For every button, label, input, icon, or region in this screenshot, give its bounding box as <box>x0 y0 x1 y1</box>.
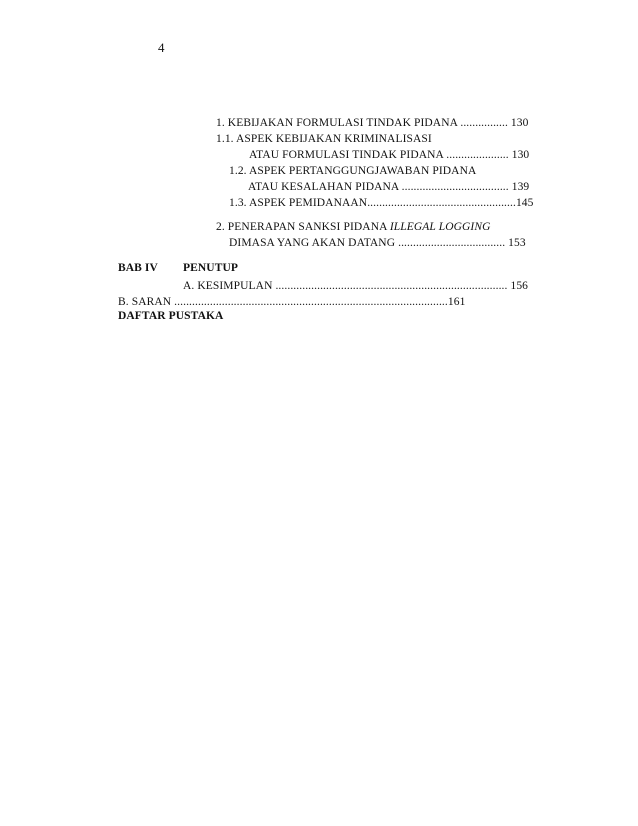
toc-entry-penerapan-cont: DIMASA YANG AKAN DATANG .................................... 153 <box>229 237 526 249</box>
toc-entry-penerapan-sanksi <box>216 219 491 235</box>
page-number: 4 <box>158 40 165 55</box>
toc-entry-aspek-pertanggungjawaban: 1.2. ASPEK PERTANGGUNGJAWABAN PIDANA <box>229 165 477 177</box>
chapter-label: BAB IV <box>118 262 158 274</box>
toc-entry-aspek-kriminalisasi-cont: ATAU FORMULASI TINDAK PIDANA ..................... 130 <box>249 149 530 161</box>
toc-entry-daftar-pustaka: DAFTAR PUSTAKA <box>118 310 224 322</box>
chapter-title: PENUTUP <box>183 262 239 274</box>
toc-entry-kebijakan-formulasi: 1. KEBIJAKAN FORMULASI TINDAK PIDANA ................ 130 <box>216 117 529 129</box>
toc-entry-kesimpulan: A. KESIMPULAN .............................................................................. 156 <box>183 280 529 292</box>
toc-entry-saran: B. SARAN ............................................................................................161 <box>118 296 466 308</box>
toc-entry-aspek-pertanggungjawaban-cont: ATAU KESALAHAN PIDANA .................................... 139 <box>248 181 530 193</box>
toc-entry-penerapan-prefix: 2. PENERAPAN SANKSI PIDANA <box>216 221 390 233</box>
toc-entry-penerapan-italic: ILLEGAL LOGGING <box>389 221 491 233</box>
toc-entry-aspek-kriminalisasi: 1.1. ASPEK KEBIJAKAN KRIMINALISASI <box>216 133 432 145</box>
toc-entry-aspek-pemidanaan: 1.3. ASPEK PEMIDANAAN..................................................145 <box>229 197 534 209</box>
